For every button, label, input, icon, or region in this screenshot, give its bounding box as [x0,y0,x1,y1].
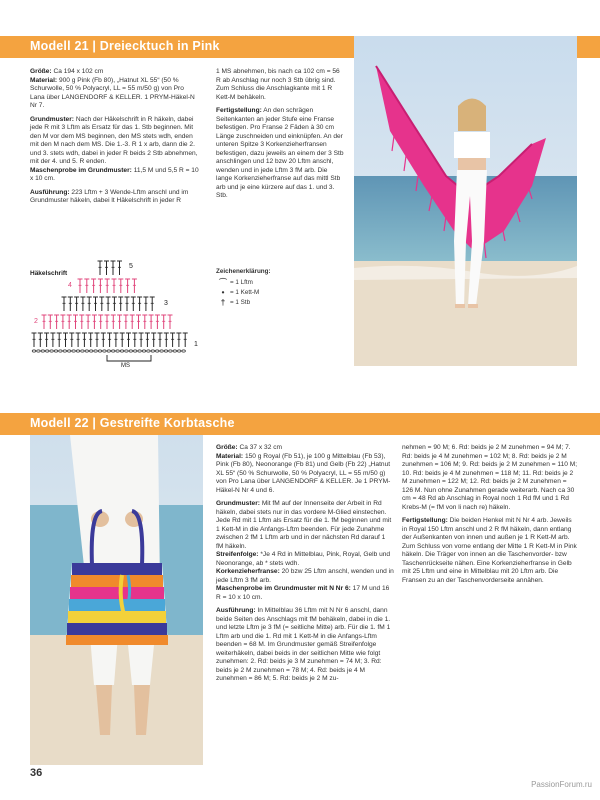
stitch-symbol [150,297,155,311]
stitch-symbol [32,333,37,347]
m21-text-column-2 [216,68,344,206]
stitch-symbol [170,333,175,347]
stitch-symbol [87,297,92,311]
stitch-symbol [88,333,93,347]
value-material: 150 g Royal (Fb 51), je 100 g Mittelblau (Fb 53), Pink (Fb 80), Neonorange (Fb 81) und Gelb (Fb 22) „Hatnut XL 55“ (50 % Schurwolle, 50 % Polyacryl, LL = 55 m/50 g) von Pro Lana über LANGENDORF & KELLER. Je 1 PRYM-Häkel-N Nr 4 und 6. [216,452,391,494]
chain-mark [129,350,133,352]
stitch-symbol [69,333,74,347]
ms-label: MS [121,363,130,369]
chain-mark [173,350,177,352]
chain-mark [147,350,151,352]
stitch-symbol [164,333,169,347]
page-number: 36 [30,767,43,779]
chain-mark [116,350,120,352]
stitch-symbol [155,315,160,329]
label-fertigstellung: Fertigstellung: [402,517,448,524]
row-label-4: 4 [68,282,72,289]
stitch-symbol [50,333,55,347]
value-maschenprobe: 17 M und 16 R = 10 x 10 cm. [216,585,390,601]
stitch-symbol [125,279,130,293]
chain-mark [37,350,41,352]
chain-mark [142,350,146,352]
value-groesse: Ca 194 x 102 cm [53,68,104,75]
label-maschenprobe: Maschenprobe im Grundmuster mit N Nr 6: [216,585,351,592]
stitch-symbol [92,315,97,329]
stitch-symbol [62,297,67,311]
stitch-symbol [44,333,49,347]
value-continued: 1 MS abnehmen, bis nach ca 102 cm = 56 R ab Anschlag nur noch 3 Stb übrig sind. Zum Schluss die Anschlagkante mit 1 R Kett-M behäkeln. [216,68,340,101]
stitch-symbol [38,333,43,347]
stitch-symbol [86,315,91,329]
value-grundmuster: Mit fM auf der Innenseite der Arbeit in Rd häkeln, dabei stets nur in das vordere M-Glied einstechen. Jede Rd mit 1 Lftm als Ersatz für die 1. fM beginnen und mit 1 Kett-M in die Anfangs-Lftm beenden. Für jede Zunahme zwischen 2 fM 1 Lftm arb und in der nächsten Rd darauf 1 fM häkeln. [216,500,392,550]
stitch-symbol [93,297,98,311]
chain-mark [155,350,159,352]
chain-mark [125,350,129,352]
row-label-2: 2 [34,318,38,325]
stitch-symbol [98,261,103,275]
stitch-symbol [137,297,142,311]
stitch-symbol [158,333,163,347]
m22-text-column-2 [402,444,578,590]
value-fertigstellung: An den schrägen Seitenkanten an jeder Stufe eine Franse befestigen. Pro Franse 2 Fäden à 30 cm Länge zuschneiden und einknüpfen. An der unteren Spitze 3 Korkenzieherfransen befestigen, dazu jeweils an einem der 3 Stb anschlingen und 12 bzw 20 Lftm anschl, wenden und in jede Lftm 3 fM arb. Die lange Korkenzieherfranse auf das mittl Stb arb und je eine kürzere auf das 1. und 3. Stb. [216,107,344,199]
crochet-chart [28,255,213,370]
label-maschenprobe: Maschenprobe im Grundmuster: [30,166,132,174]
label-material: Material: [216,452,244,460]
photo-pink-shawl-model [354,36,577,366]
chain-mark [72,350,76,352]
value-groesse: Ca 37 x 32 cm [239,444,282,451]
chain-mark [94,350,98,352]
chain-mark [103,350,107,352]
chain-mark [107,350,111,352]
label-groesse: Größe: [216,444,238,451]
chain-mark [164,350,168,352]
legend-text: = 1 Kett-M [230,289,260,296]
row-label-1: 1 [194,341,198,348]
stitch-symbol [112,279,117,293]
stitch-symbol [161,315,166,329]
value-maschenprobe: 11,5 M und 5,5 R = 10 x 10 cm. [30,166,199,182]
label-grundmuster: Grundmuster: [216,500,260,507]
stitch-symbol [176,333,181,347]
stitch-symbol [98,279,103,293]
chain-mark [89,350,93,352]
m21-text-column-1 [30,68,200,211]
stitch-symbol [60,315,65,329]
stitch-symbol [111,261,116,275]
chain-mark [138,350,142,352]
stitch-symbol [104,261,109,275]
stitch-symbol [95,333,100,347]
section-header-modell-22 [0,413,600,435]
stitch-symbol [79,315,84,329]
section-title: Modell 21 | Dreiecktuch in Pink [30,39,220,53]
stitch-symbol [73,315,78,329]
chain-mark [59,350,63,352]
chain-mark [133,350,137,352]
stitch-symbol [101,333,106,347]
stitch-symbol [117,261,122,275]
stitch-symbol [78,279,83,293]
slip-stitch-symbol-icon: • [221,288,225,297]
stitch-symbol [105,279,110,293]
chain-mark [169,350,173,352]
stitch-symbol [113,333,118,347]
legend-text: = 1 Lftm [230,279,253,286]
chain-mark [41,350,45,352]
value-ausfuehrung: 223 Lftm + 3 Wende-Lftm anschl und im Grundmuster häkeln, dabei lt Häkelschrift in jeder R [30,188,189,204]
chain-symbol-icon: ⌒ [219,278,227,287]
label-ausfuehrung: Ausführung: [30,188,70,196]
stitch-symbol [118,279,123,293]
label-streifenfolge: Streifenfolge: [216,551,259,558]
chain-mark [160,350,164,352]
legend-item-stb [216,298,336,308]
label-korkenzieherfranse: Korkenzieherfranse: [216,568,280,575]
label-ausfuehrung: Ausführung: [216,607,256,614]
stitch-symbol [48,315,53,329]
label-groesse: Größe: [30,68,52,75]
stitch-symbol [131,297,136,311]
stitch-symbol [63,333,68,347]
chain-mark [45,350,49,352]
stitch-symbol [74,297,79,311]
label-grundmuster: Grundmuster: [30,115,74,123]
photo-striped-bag [30,435,203,765]
stitch-symbol [42,315,47,329]
stitch-symbol [76,333,81,347]
row-label-3: 3 [164,300,168,307]
stitch-symbol [183,333,188,347]
chain-mark [177,350,181,352]
row-label-5: 5 [129,263,133,270]
value-grundmuster: Nach der Häkelschrift in R häkeln, dabei jede R mit 3 Lftm als Ersatz für das 1. Stb beginnen. Mit den M vor dem MS beginnen, den MS stets wdh, enden mit den M nach dem MS. Die 1.-3. R 1 x arb, dann die 2. und 3. stets wdh, dabei in jeder R beids 2 Stb abnehmen, mit der 4. und 5. R enden. [30,115,198,165]
legend-title: Zeichenerklärung: [216,268,271,275]
chain-mark [120,350,124,352]
legend-item-lftm [216,278,336,288]
stitch-symbol [168,315,173,329]
section-title: Modell 22 | Gestreifte Korbtasche [30,416,235,430]
stitch-symbol [99,297,104,311]
chain-mark [32,350,36,352]
stitch-symbol [139,333,144,347]
stitch-symbol [84,279,89,293]
chain-mark [50,350,54,352]
value-material: 900 g Pink (Fb 80), „Hatnut XL 55“ (50 % Schurwolle, 50 % Polyacryl, LL = 55 m/50 g) von Pro Lana über LANGENDORF & KELLER. 1 PRYM-Häkel-N Nr 7. [30,76,195,109]
legend-item-kettm [216,288,336,298]
label-material: Material: [30,76,58,84]
stitch-symbol [107,333,112,347]
chain-mark [54,350,58,352]
value-fertigstellung: Die beiden Henkel mit N Nr 4 arb. Jeweils in Royal 150 Lftm anschl und 2 R fM häkeln, dann entlang der Außenkanten von innen und außen je 1 R Kett-M arb. Zum Schluss von vorne entlang der Mitte 1 R Kett-M in Pink häkeln. Die Träger von innen an die Taschenvorder- bzw Taschenrückseite nähen. Eine Korkenzieherfranse in Gelb mit 25 Lftm und eine in Mittelblau mit 20 Lftm arb. Die Fransen zu an der Taschenvorderseite annähen. [402,517,577,584]
stitch-symbol [126,333,131,347]
value-korkenzieherfranse: 20 bzw 25 Lftm anschl, wenden und in jede Lftm 3 fM arb. [216,568,394,584]
double-crochet-symbol-icon: † [220,298,226,307]
legend-text: = 1 Stb [230,299,251,306]
stitch-symbol [118,297,123,311]
stitch-symbol [145,333,150,347]
stitch-symbol [91,279,96,293]
stitch-symbol [151,333,156,347]
stitch-symbol [132,279,137,293]
value-continued: nehmen = 90 M; 6. Rd: beids je 2 M zunehmen = 94 M; 7. Rd: beids je 4 M zunehmen = 102 M; 8. Rd: beids je 2 M zunehmen = 106 M; 9. Rd: beids je 2 M zunehmen = 110 M; 10. Rd: beids je 4 M zunehmen = 118 M; 11. Rd: beids je 2 M zunehmen = 122 M; 12. Rd: beids je 2 M zunehmen = 126 M. Nun ohne Zunahmen gerade weiterarb. Nach ca 30 cm = 48 Rd ab Anschlag in Royal noch 1 Rd fM und 1 Rd Krebs-M (= fM von li nach re) häkeln. [402,444,578,511]
chain-mark [111,350,115,352]
stitch-symbol [120,333,125,347]
value-streifenfolge: *Je 4 Rd in Mittelblau, Pink, Royal, Gelb und Neonorange, ab * stets wdh. [216,551,391,567]
stitch-symbol [117,315,122,329]
chain-mark [81,350,85,352]
stitch-symbol [123,315,128,329]
stitch-symbol [142,315,147,329]
stitch-symbol [106,297,111,311]
stitch-symbol [57,333,62,347]
stitch-symbol [80,297,85,311]
value-ausfuehrung: In Mittelblau 36 Lftm mit N Nr 6 anschl, dann beide Seiten des Anschlags mit fM behäkeln, dabei in die 1. und letzte Lftm je 3 fM (= seitliche Mitte) arb. Für die 1. fM 1 Lftm arb und die 1. Rd mit 1 Kett-M in die Anfangs-Lftm beenden = 68 M. Im Grundmuster gemäß Streifenfolge weiterhäkeln, dabei beids in der seitlichen Mitte wie folgt zunehmen: 2. Rd: beids je 3 M zunehmen = 74 M; 3. Rd: beids je 2 M zunehmen = 78 M; 4. Rd: beids je 4 M zunehmen = 86 M; 5. Rd: beids je 2 M zu- [216,607,391,682]
stitch-symbol [111,315,116,329]
stitch-symbol [68,297,73,311]
stitch-symbol [130,315,135,329]
chart-legend [216,268,336,308]
stitch-symbol [132,333,137,347]
stitch-symbol [143,297,148,311]
stitch-symbol [125,297,130,311]
chain-mark [85,350,89,352]
label-fertigstellung: Fertigstellung: [216,107,262,114]
chart-label: Häkelschrift [30,270,68,277]
stitch-symbol [149,315,154,329]
chain-mark [76,350,80,352]
chain-mark [182,350,186,352]
stitch-symbol [67,315,72,329]
chain-mark [98,350,102,352]
chain-mark [151,350,155,352]
stitch-symbol [112,297,117,311]
stitch-symbol [98,315,103,329]
stitch-symbol [82,333,87,347]
chain-mark [67,350,71,352]
stitch-symbol [54,315,59,329]
stitch-symbol [136,315,141,329]
watermark: PassionForum.ru [531,780,592,789]
m22-text-column-1 [216,444,394,689]
chain-mark [63,350,67,352]
stitch-symbol [105,315,110,329]
